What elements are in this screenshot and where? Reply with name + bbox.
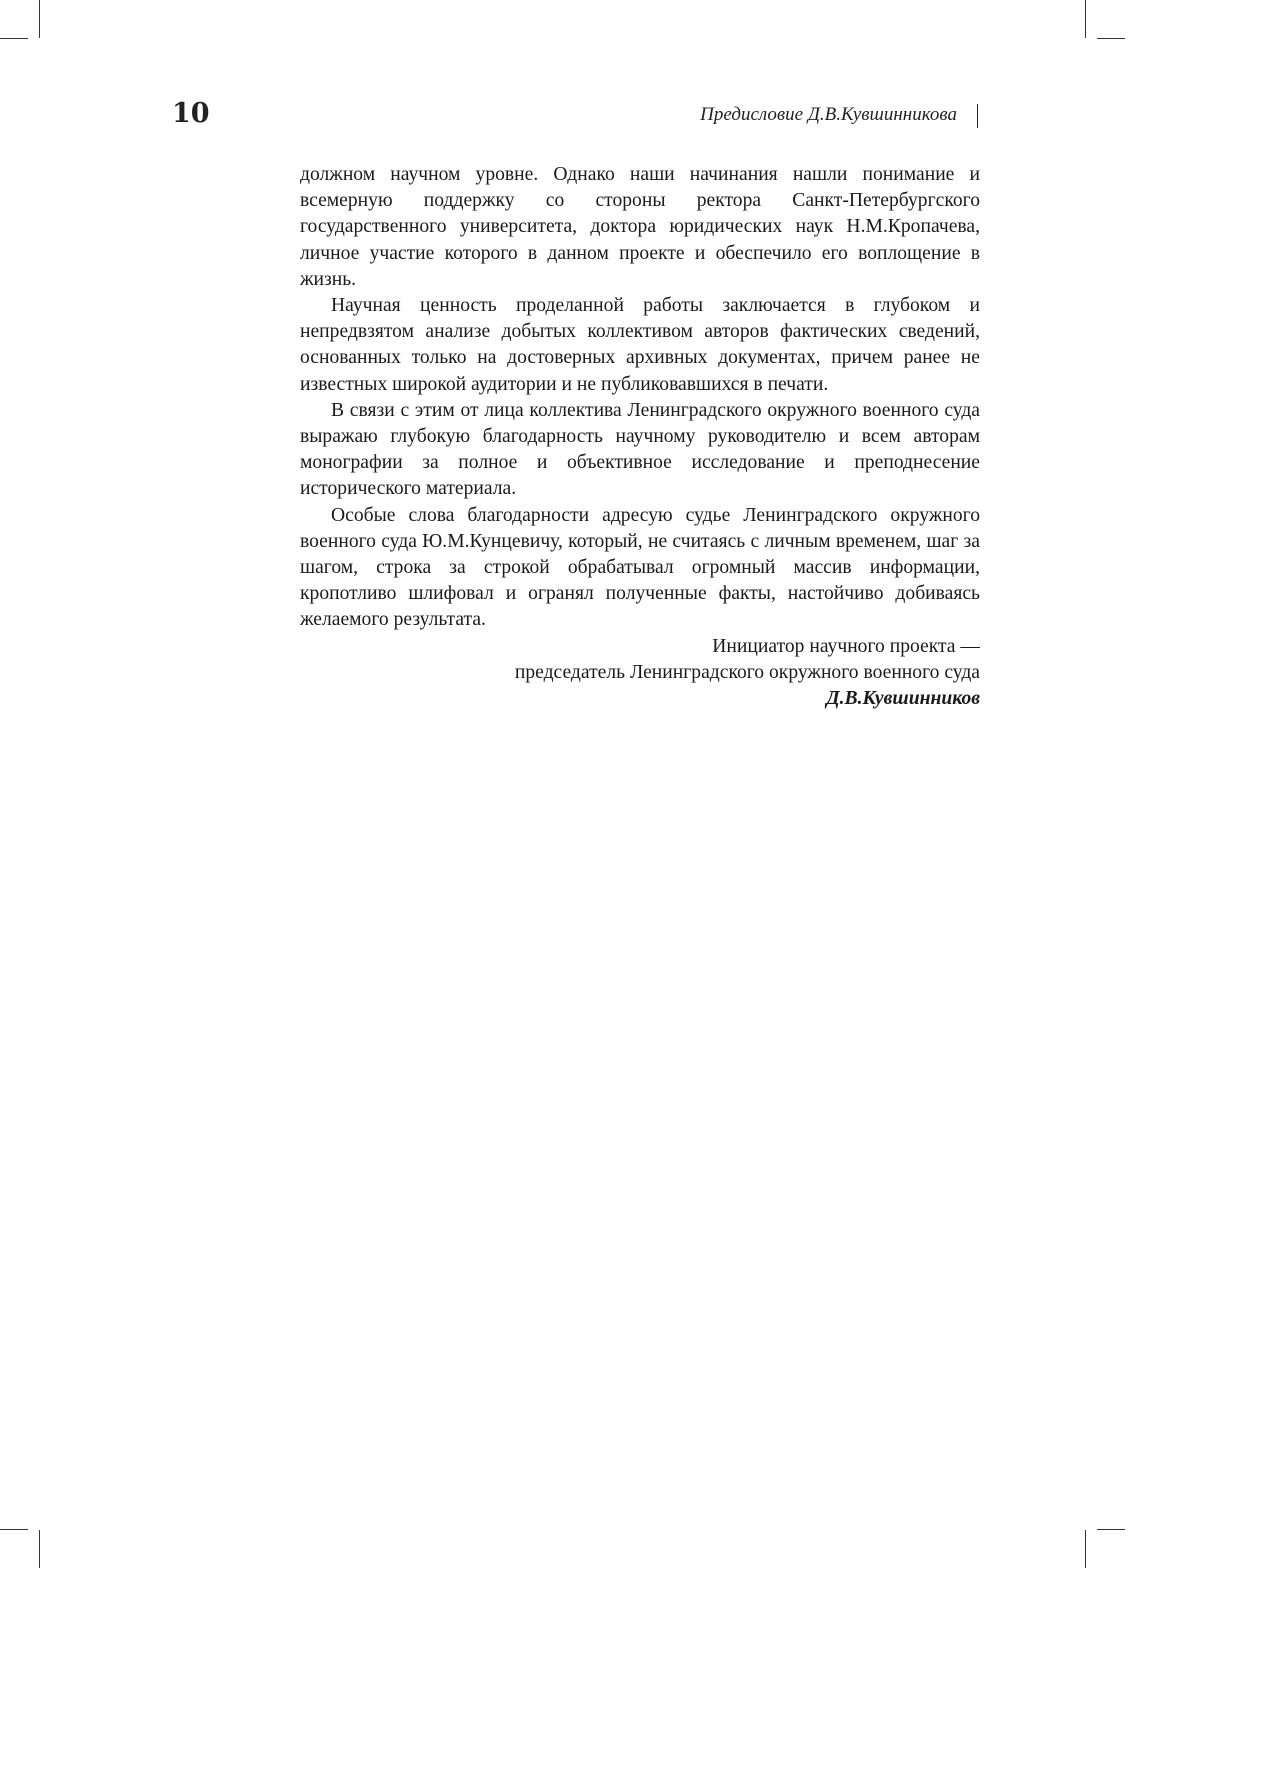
crop-mark: [1085, 1530, 1086, 1568]
crop-mark: [0, 1529, 28, 1530]
body-text: [300, 162, 980, 634]
running-title-rule: [977, 104, 978, 128]
crop-mark: [0, 38, 28, 39]
paragraph: должном научном уровне. Однако наши начинания нашли понимание и всемерную поддержку со стороны ректора Санкт-Петербургского государственного университета, доктора юридических наук Н.М.Кропачева, личное участие которого в данном проекте и обеспечило его воплощение в жизнь.: [300, 164, 980, 290]
crop-mark: [1097, 38, 1125, 39]
paragraph: Научная ценность проделанной работы заключается в глубоком и непредвзятом анализе добытых коллективом авторов фактических сведений, основанных только на достоверных архивных документах, причем ранее не известных широкой аудитории и не публиковавшихся в печати.: [300, 295, 980, 395]
signature-name: Д.В.Кувшинников: [826, 688, 980, 710]
crop-mark: [39, 1530, 40, 1568]
paragraph: Особые слова благодарности адресую судье Ленинградского окружного военного суда Ю.М.Кунцевичу, который, не считаясь с личным временем, шаг за шагом, строка за строкой обрабатывал огромный массив информации, кропотливо шлифовал и огранял полученные факты, настойчиво добиваясь желаемого результата.: [300, 504, 980, 631]
signature-role: Инициатор научного проекта —: [712, 636, 980, 657]
signature-position: председатель Ленинградского окружного военного суда: [514, 662, 980, 684]
signature-block: [300, 634, 980, 713]
crop-mark: [1097, 1529, 1125, 1530]
running-title: Предисловие Д.В.Кувшинникова: [700, 104, 957, 125]
crop-mark: [39, 0, 40, 38]
page-number: 10: [172, 98, 210, 129]
crop-mark: [1085, 0, 1086, 38]
paragraph: В связи с этим от лица коллектива Ленинградского окружного военного суда выражаю глубокую благодарность научному руководителю и всем авторам монографии за полное и объективное исследование и преподнесение исторического материала.: [300, 399, 980, 500]
